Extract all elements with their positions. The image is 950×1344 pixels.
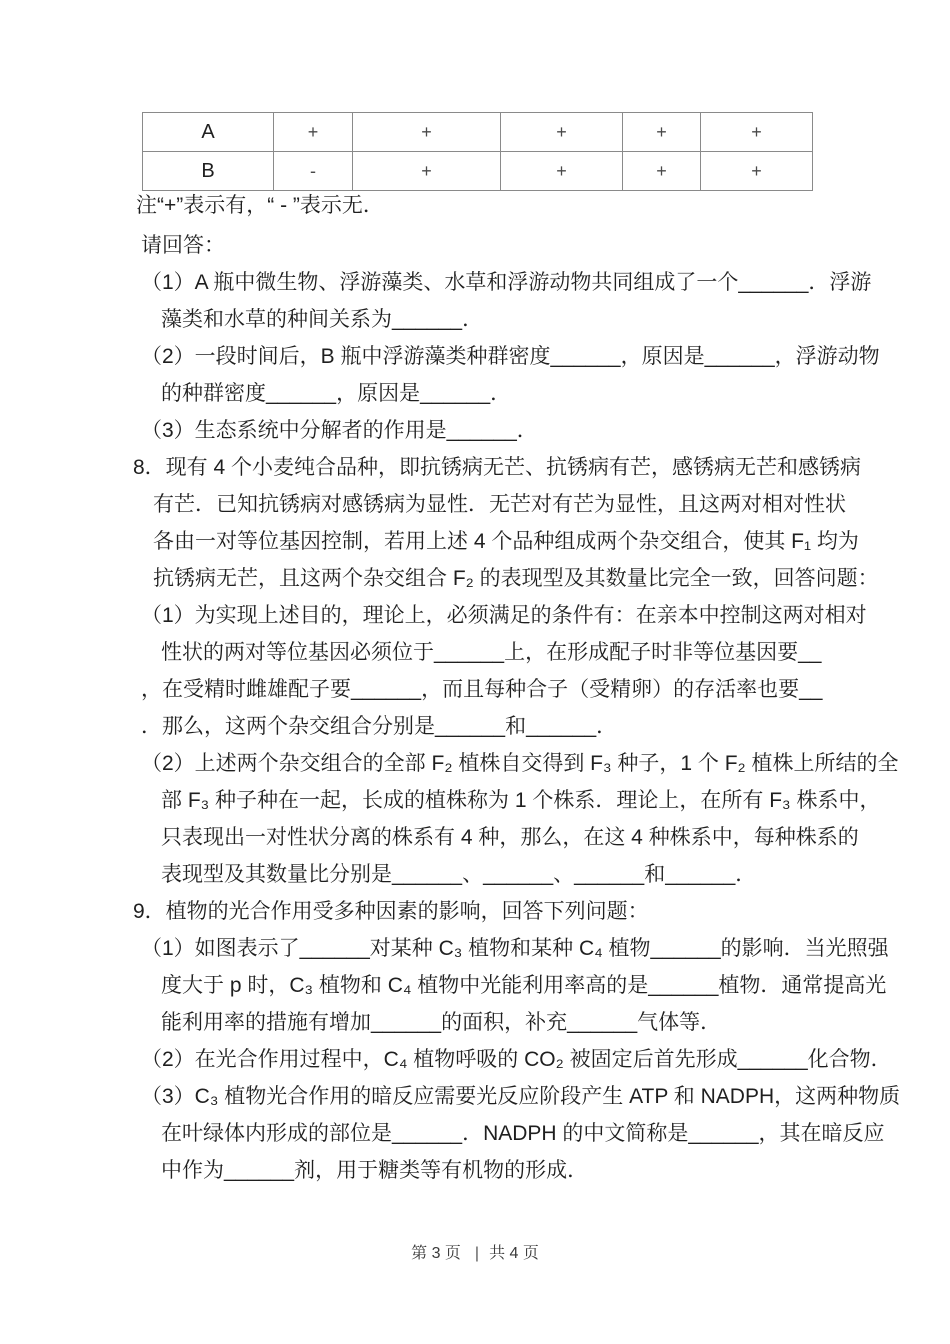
footer-separator: | (474, 1245, 480, 1262)
text-line: 能利用率的措施有增加______的面积，补充______气体等． (161, 1011, 722, 1034)
table-row-a (143, 113, 813, 152)
text-line: 性状的两对等位基因必须位于______上，在形成配子时非等位基因要__ (161, 641, 822, 664)
table-cell: + (623, 152, 701, 191)
page-total: 共 4 页 (489, 1245, 539, 1262)
page-footer (0, 1240, 950, 1263)
text-line: （1）为实现上述目的，理论上，必须满足的条件有：在亲本中控制这两对相对 (141, 604, 867, 627)
text-line: 请回答： (141, 234, 225, 257)
text-line: 各由一对等位基因控制，若用上述 4 个品种组成两个杂交组合，使其 F₁ 均为 (153, 530, 859, 553)
table-row-b (143, 152, 813, 191)
text-line: （1）如图表示了______对某种 C₃ 植物和某种 C₄ 植物______的影响．当光照强 (141, 937, 889, 960)
text-line: ．那么，这两个杂交组合分别是______和______． (141, 715, 618, 738)
text-line: （2）在光合作用过程中，C₄ 植物呼吸的 CO₂ 被固定后首先形成______化合物． (141, 1048, 892, 1071)
table-cell: + (701, 113, 813, 152)
table-cell: + (701, 152, 813, 191)
text-line: （3）生态系统中分解者的作用是______． (141, 419, 538, 442)
table-note: 注“+”表示有，“ - ”表示无． (136, 194, 384, 217)
text-line: 8．现有 4 个小麦纯合品种，即抗锈病无芒、抗锈病有芒，感锈病无芒和感锈病 (133, 456, 862, 479)
text-line: 有芒．已知抗锈病对感锈病为显性．无芒对有芒为显性，且这两对相对性状 (153, 493, 846, 516)
text-line: 的种群密度______，原因是______． (161, 382, 512, 405)
table-cell: + (353, 152, 501, 191)
text-line: （1）A 瓶中微生物、浮游藻类、水草和浮游动物共同组成了一个______．浮游 (141, 271, 872, 294)
row-label: B (143, 152, 274, 191)
text-line: 在叶绿体内形成的部位是______．NADPH 的中文简称是______，其在暗反应 (161, 1122, 885, 1145)
text-line: 表现型及其数量比分别是______、______、______和______． (161, 863, 757, 886)
table-cell: + (501, 113, 623, 152)
table-cell: + (501, 152, 623, 191)
observation-table (142, 112, 813, 191)
table-cell: - (274, 152, 353, 191)
page-number: 第 3 页 (411, 1245, 461, 1262)
text-line: 中作为______剂，用于糖类等有机物的形成． (161, 1159, 589, 1182)
row-label: A (143, 113, 274, 152)
text-line: （3）C₃ 植物光合作用的暗反应需要光反应阶段产生 ATP 和 NADPH，这两种物质 (141, 1085, 901, 1108)
text-line: ，在受精时雌雄配子要______，而且每种合子（受精卵）的存活率也要__ (141, 678, 823, 701)
text-line: （2）上述两个杂交组合的全部 F₂ 植株自交得到 F₃ 种子，1 个 F₂ 植株上所结的全 (141, 752, 899, 775)
document-content (133, 112, 901, 1189)
text-line: （2）一段时间后，B 瓶中浮游藻类种群密度______，原因是______，浮游动物 (141, 345, 880, 368)
table-cell: + (353, 113, 501, 152)
table-cell: + (623, 113, 701, 152)
text-line: 藻类和水草的种间关系为______． (161, 308, 484, 331)
text-line: 只表现出一对性状分离的株系有 4 种，那么，在这 4 种株系中，每种株系的 (161, 826, 859, 849)
text-line: 部 F₃ 种子种在一起，长成的植株称为 1 个株系．理论上，在所有 F₃ 株系中， (161, 789, 881, 812)
table-cell: + (274, 113, 353, 152)
text-line: 抗锈病无芒，且这两个杂交组合 F₂ 的表现型及其数量比完全一致，回答问题： (153, 567, 879, 590)
text-line: 度大于 p 时，C₃ 植物和 C₄ 植物中光能利用率高的是______植物．通常提高光 (161, 974, 887, 997)
text-line: 9．植物的光合作用受多种因素的影响，回答下列问题： (133, 900, 649, 923)
